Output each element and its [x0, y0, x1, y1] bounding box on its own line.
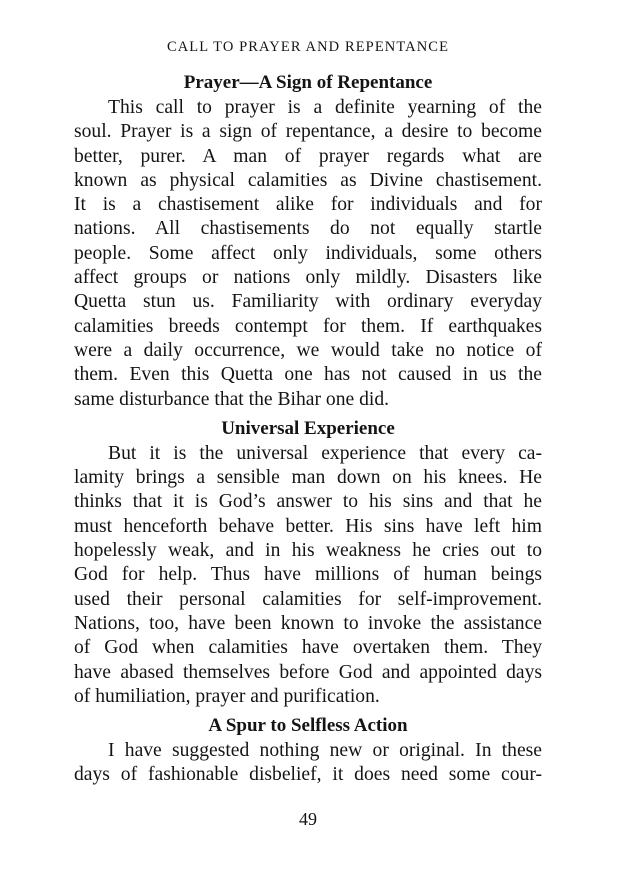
text-line: same disturbance that the Bihar one did.: [74, 388, 390, 410]
text-line: It is a chastisement alike for individuals and for: [74, 194, 542, 216]
text-line: were a daily occurrence, we would take no notice of: [74, 339, 542, 361]
section-heading-spur: A Spur to Selfless Action: [208, 715, 408, 737]
paragraph-prayer: [74, 96, 542, 412]
section-heading-prayer: Prayer—A Sign of Repentance: [183, 72, 433, 93]
text-line: of God when calamities have overtaken them. They: [74, 637, 542, 659]
text-line: of humiliation, prayer and purification.: [74, 685, 380, 707]
text-line: lamity brings a sensible man down on his knees. He: [74, 467, 542, 489]
text-line: Nations, too, have been known to invoke the assistance: [74, 612, 542, 634]
text-line: Quetta stun us. Familiarity with ordinary everyday: [74, 291, 542, 313]
text-line: better, purer. A man of prayer regards what are: [74, 145, 542, 167]
text-line: God for help. Thus have millions of human beings: [74, 564, 542, 586]
text-line: must henceforth behave better. His sins have left him: [74, 515, 542, 537]
text-line: them. Even this Quetta one has not caused in us the: [74, 364, 542, 386]
book-page: [74, 38, 542, 830]
text-line: I have suggested nothing new or original. In these: [108, 740, 542, 762]
text-line: thinks that it is God’s answer to his sins and that he: [74, 491, 542, 513]
section-heading-universal-experience: Universal Experience: [221, 417, 395, 439]
text-line: known as physical calamities as Divine chastisement.: [74, 169, 542, 191]
text-line: days of fashionable disbelief, it does need some cour-: [74, 764, 542, 786]
running-head: CALL TO PRAYER AND REPENTANCE: [166, 39, 450, 55]
text-line: nations. All chastisements do not equally startle: [74, 218, 542, 240]
page-number: 49: [299, 808, 317, 829]
paragraph-spur: [74, 739, 542, 788]
text-line: people. Some affect only individuals, some others: [74, 242, 542, 264]
text-line: have abased themselves before God and appointed days: [74, 661, 542, 683]
text-line: calamities breeds contempt for them. If earthquakes: [74, 315, 542, 337]
text-line: This call to prayer is a definite yearning of the: [108, 97, 542, 118]
text-line: hopelessly weak, and in his weakness he cries out to: [74, 540, 542, 562]
text-line: But it is the universal experience that every ca-: [108, 442, 542, 464]
text-line: used their personal calamities for self-improvement.: [74, 588, 542, 610]
text-line: affect groups or nations only mildly. Disasters like: [74, 267, 542, 289]
text-line: soul. Prayer is a sign of repentance, a desire to become: [74, 121, 542, 143]
paragraph-universal-experience: [74, 442, 542, 709]
